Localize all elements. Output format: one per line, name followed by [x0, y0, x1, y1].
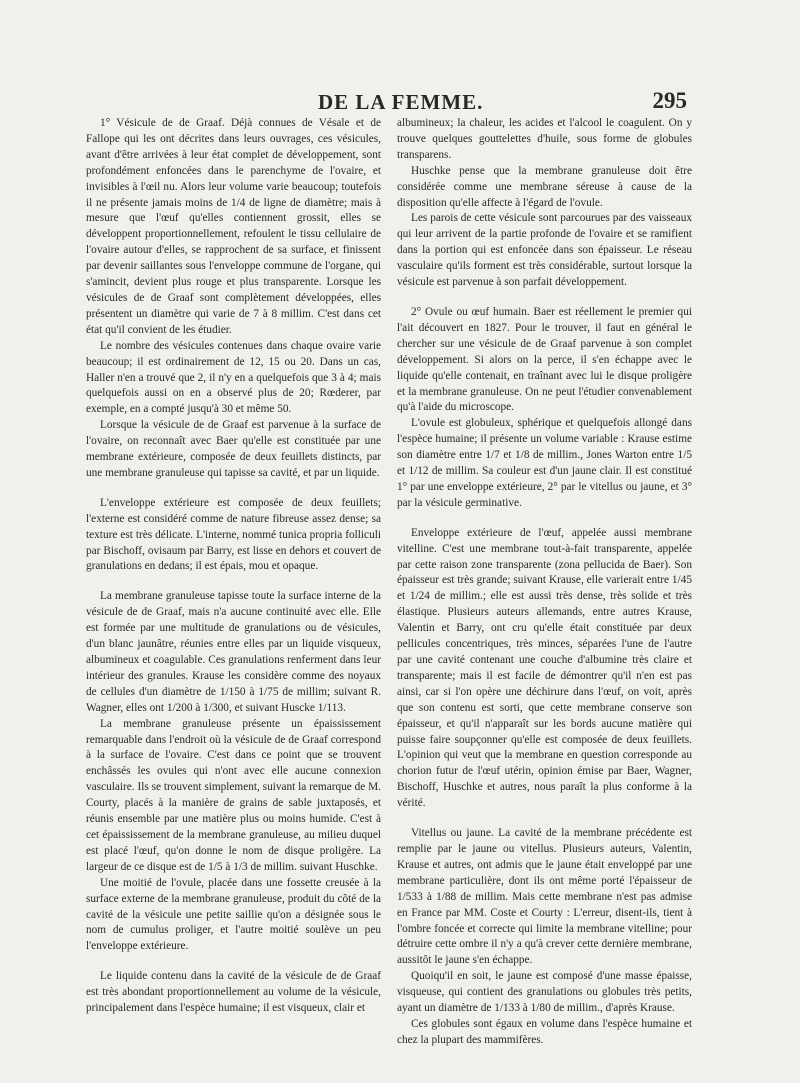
- paragraph: Ces globules sont égaux en volume dans l'espèce humaine et chez la plupart des mammifères.: [397, 1017, 692, 1046]
- paragraph: Le nombre des vésicules contenues dans chaque ovaire varie beaucoup; il est ordinairement de 12, 15 ou 20. Dans un cas, Haller n'en a trouvé que 2, il n'y en a quelquefois que 3 à 4; mais quelquefois aussi on en a observé plus de 20; Rœderer, par exemple, en a compté jusqu'à 30 et même 50.: [86, 339, 381, 416]
- left-column: [86, 116, 381, 1017]
- paragraph: La membrane granuleuse présente un épaississement remarquable dans l'endroit où la vésicule de de Graaf correspond à la surface de l'ovaire. C'est dans ce point que se trouvent enchâssés les ovules qui n'ont avec elle aucune connexion vasculaire. Ils se trouvent simplement, suivant la remarque de M. Courty, placés à la manière de grains de sable juxtaposés, et réunis ensemble par une matière plus ou moins humide. C'est à cet épaississement de la membrane granuleuse, au milieu duquel est placé l'œuf, qu'on donne le nom de disque proligère. La largeur de ce disque est de 1/5 à 1/3 de millim. suivant Huschke.: [86, 717, 381, 873]
- paragraph: L'enveloppe extérieure est composée de deux feuillets; l'externe est considéré comme de nature fibreuse assez dense; sa texture est très délicate. L'interne, nommé tunica propria folliculi par Bischoff, ovisaum par Barry, est lisse en dehors et couvert de granulations en dedans; il est épais, mou et opaque.: [86, 496, 381, 573]
- paragraph: albumineux; la chaleur, les acides et l'alcool le coagulent. On y trouve quelques gouttelettes d'huile, sous forme de globules transparens.: [397, 117, 692, 161]
- paragraph: L'ovule est globuleux, sphérique et quelquefois allongé dans l'espèce humaine; il présente un volume variable : Krause estime son diamètre entre 1/7 et 1/8 de millim., Jones Warton entre 1/5 et 1/12 de millim. Sa couleur est d'un jaune clair. Il est constitué 1° par une enveloppe extérieure, 2° par le vitellus ou jaune, et 3° par la vésicule germinative.: [397, 417, 692, 509]
- right-column: [397, 116, 692, 1049]
- page-number: 295: [652, 88, 687, 113]
- paragraph: Huschke pense que la membrane granuleuse doit être considérée comme une membrane séreuse à cause de la disposition qu'elle affecte à l'égard de l'ovule.: [397, 164, 692, 209]
- paragraph: Quoiqu'il en soit, le jaune est composé d'une masse épaisse, visqueuse, qui contient des granulations ou globules très petits, ayant un diamètre de 1/133 à 1/80 de millim., d'après Krause.: [397, 970, 692, 1015]
- paragraph: La membrane granuleuse tapisse toute la surface interne de la vésicule de de Graaf, mais n'a aucune continuité avec elle. Elle est formée par une multitude de granulations ou de vésicules, d'un blanc jaunâtre, réunies entre elles par un liquide visqueux, albumineux et coagulable. Ces granulations renferment dans leur intérieur des granules. Krause les considère comme des noyaux de cellules d'un diamètre de 1/150 à 1/75 de millim; suivant R. Wagner, elles ont 1/200 à 1/300, et suivant Huscke 1/113.: [86, 590, 381, 714]
- paragraph: Vitellus ou jaune. La cavité de la membrane précédente est remplie par le jaune ou vitellus. Plusieurs auteurs, Valentin, Krause et autres, ont admis que le jaune était enveloppé par une membrane particulière, dont ils ont même porté l'épaisseur de 1/533 à 1/88 de millim. Mais cette membrane n'est pas admise en France par MM. Coste et Courty : L'erreur, disent-ils, tient à l'ombre foncée et correcte qui limite la membrane vitelline; pour détruire cette ombre il n'y a qu'à crever cette dernière membrane, aussitôt le jaune s'en échappe.: [397, 827, 692, 967]
- paragraph: Enveloppe extérieure de l'œuf, appelée aussi membrane vitelline. C'est une membrane tout-à-fait transparente, appelée par cette raison zone transparente (zona pellucida de Baer). Son épaisseur est très grande; suivant Krause, elle varierait entre 1/45 et 1/24 de millim.; elle est aussi très dense, très solide et très élastique. Plusieurs auteurs allemands, entre autres Krause, Valentin et Barry, ont cru qu'elle était constituée par deux pellicules concentriques, très minces, séparées l'une de l'autre par une cavité contenant une couche d'albumine très claire et transparente; mais il est facile de démontrer qu'il n'en est pas ainsi, car si l'on opère une déchirure dans l'œuf, on voit, après que son contenu est sorti, que cette membrane conserve son épaisseur, et qu'il n'apparaît sur les bords aucune matière qui puisse faire soupçonner qu'elle est composée de deux feuillets. L'opinion qui veut que la membrane en question corresponde au chorion futur de l'œuf utérin, opinion émise par Baer, Wagner, Bischoff, Huschke et autres, nous paraît la plus conforme à la vérité.: [397, 526, 692, 810]
- paragraph: Lorsque la vésicule de de Graaf est parvenue à la surface de l'ovaire, on reconnaît avec Baer qu'elle est constituée par une membrane extérieure, composée de deux feuillets distincts, par une membrane granuleuse qui tapisse sa cavité, et par un liquide.: [86, 419, 381, 479]
- running-header-title: DE LA FEMME.: [318, 90, 484, 114]
- paragraph: Le liquide contenu dans la cavité de la vésicule de de Graaf est très abondant proportionnellement au volume de la vésicule, principalement dans l'espèce humaine; il est visqueux, clair et: [86, 970, 381, 1015]
- paragraph: Les parois de cette vésicule sont parcourues par des vaisseaux qui leur arrivent de la partie profonde de l'ovaire et se ramifient dans la portion qui est enfoncée dans son épaisseur. Le réseau vasculaire qu'ils forment est très considérable, surtout lorsque la vésicule est parvenue à son parfait développement.: [397, 212, 692, 289]
- paragraph: 2° Ovule ou œuf humain. Baer est réellement le premier qui l'ait découvert en 1827. Pour le trouver, il faut en général le chercher sur une vésicule de de Graaf parvenue à son complet développement. Si alors on la perce, il s'en échappe avec le liquide qu'elle contenait, en traînant avec lui le disque proligère et la membrane granuleuse. On ne peut l'étudier convenablement qu'à l'aide du microscope.: [397, 305, 692, 414]
- paragraph: Une moitié de l'ovule, placée dans une fossette creusée à la surface externe de la membrane granuleuse, produit du côté de la cavité de la vésicule une petite saillie qu'on a désignée sous le nom de cumulus proliger, et l'autre moitié soulève un peu l'enveloppe extérieure.: [86, 876, 381, 953]
- paragraph: 1° Vésicule de de Graaf. Déjà connues de Vésale et de Fallope qui les ont décrites dans leurs ouvrages, ces vésicules, avant d'être arrivées à leur état complet de développement, sont profondément enfoncées dans le parenchyme de l'ovaire, et invisibles à l'œil nu. Alors leur volume varie beaucoup; toutefois il ne présente jamais moins de 1/4 de ligne de diamètre; mais à mesure que l'œuf qu'elles contiennent grossit, elles se développent proportionnellement, refoulent le tissu cellulaire de l'ovaire autour d'elles, se rapprochent de sa surface, et finissent par devenir saillantes sous l'enveloppe commune de l'organe, qui s'amincit, devient plus rouge et plus transparente. Lorsque les vésicules de de Graaf sont complètement développées, elles présentent un diamètre qui varie de 7 à 8 millim. C'est dans cet état qu'il convient de les étudier.: [86, 117, 381, 336]
